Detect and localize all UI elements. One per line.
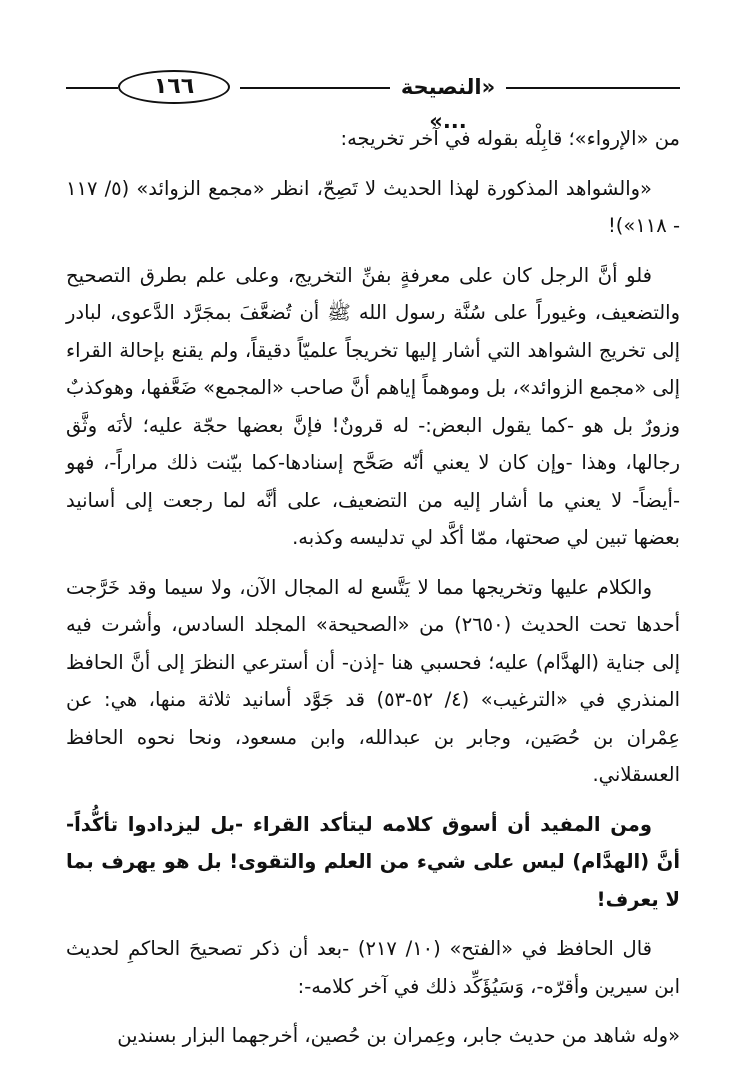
paragraph: ومن المفيد أن أسوق كلامه ليتأكد القراء -بل ليزدادوا تأكُّداً- أنَّ (الهدَّام) ليس على شيء من العلم والتقوى! بل هو يهرف بما لا يعرف! xyxy=(66,812,680,911)
running-title: «النصيحة ...» xyxy=(400,75,496,133)
paragraph: من «الإرواء»؛ قابِلْه بقوله في آخر تخريجه: xyxy=(340,127,680,150)
paragraph: والكلام عليها وتخريجها مما لا يَتَّسع له المجال الآن، ولا سيما وقد خَرَّجت أحدها تحت الحديث (٢٦٥٠) من «الصحيحة» المجلد السادس، وأشرت فيه إلى جناية (الهدَّام) عليه؛ فحسبي هنا -إذن- أن أسترعي النظرَ إلى أنَّ الحافظ المنذري في «الترغيب» (٤/ ٥٢-٥٣) قد جَوَّد أسانيد ثلاثة منها، هي: عن عِمْران بن حُصَين، وجابر بن عبدالله، وابن مسعود، ونحا نحوه الحافظ العسقلاني. xyxy=(66,575,680,786)
page-body xyxy=(66,120,680,1055)
paragraph: «والشواهد المذكورة لهذا الحديث لا تَصِحّ، انظر «مجمع الزوائد» (٥/ ١١٧ - ١١٨»)! xyxy=(66,176,680,237)
paragraph: فلو أنَّ الرجل كان على معرفةٍ بفنِّ التخريج، وعلى علم بطرق التصحيح والتضعيف، وغيوراً على سُنَّة رسول الله ﷺ أن تُضعَّفَ بمجَرَّد الدَّعوى، لبادر إلى تخريج الشواهد التي أشار إليها تخريجاً علميّاً دقيقاً، ولم يقنع بإحالة القراء إلى «مجمع الزوائد»، بل وموهماً إياهم أنَّ صاحب «المجمع» ضَعَّفها، وهوكذبٌ وزورٌ بل هو -كما يقول البعض:- له قرونٌ! فإنَّ بعضها حجّة عليه؛ لأنَه وثَّق رجالها، وهذا -وإن كان لا يعني أنّه صَحَّح إسنادها-كما بيّنت ذلك مراراً-، فهو -أيضاً- لا يعني ما أشار إليه من التضعيف، على أنَّه لما رجعت إلى أسانيد بعضها تبين لي صحتها، ممّا أكَّد لي تدليسه وكذبه. xyxy=(66,263,680,549)
header-rule-left xyxy=(66,87,118,89)
page-header xyxy=(66,66,680,133)
paragraph: «وله شاهد من حديث جابر، وعِمران بن حُصين، أخرجهما البزار بسندين xyxy=(117,1024,680,1047)
header-rule-right xyxy=(506,87,680,89)
header-rule-middle xyxy=(240,87,390,89)
page-number: ١٦٦ xyxy=(118,70,230,104)
paragraph: قال الحافظ في «الفتح» (١٠/ ٢١٧) -بعد أن ذكر تصحيحَ الحاكمِ لحديث ابن سيرين وأقرّه-، وَسَيُؤَكِّد ذلك في آخر كلامه-: xyxy=(66,937,680,998)
